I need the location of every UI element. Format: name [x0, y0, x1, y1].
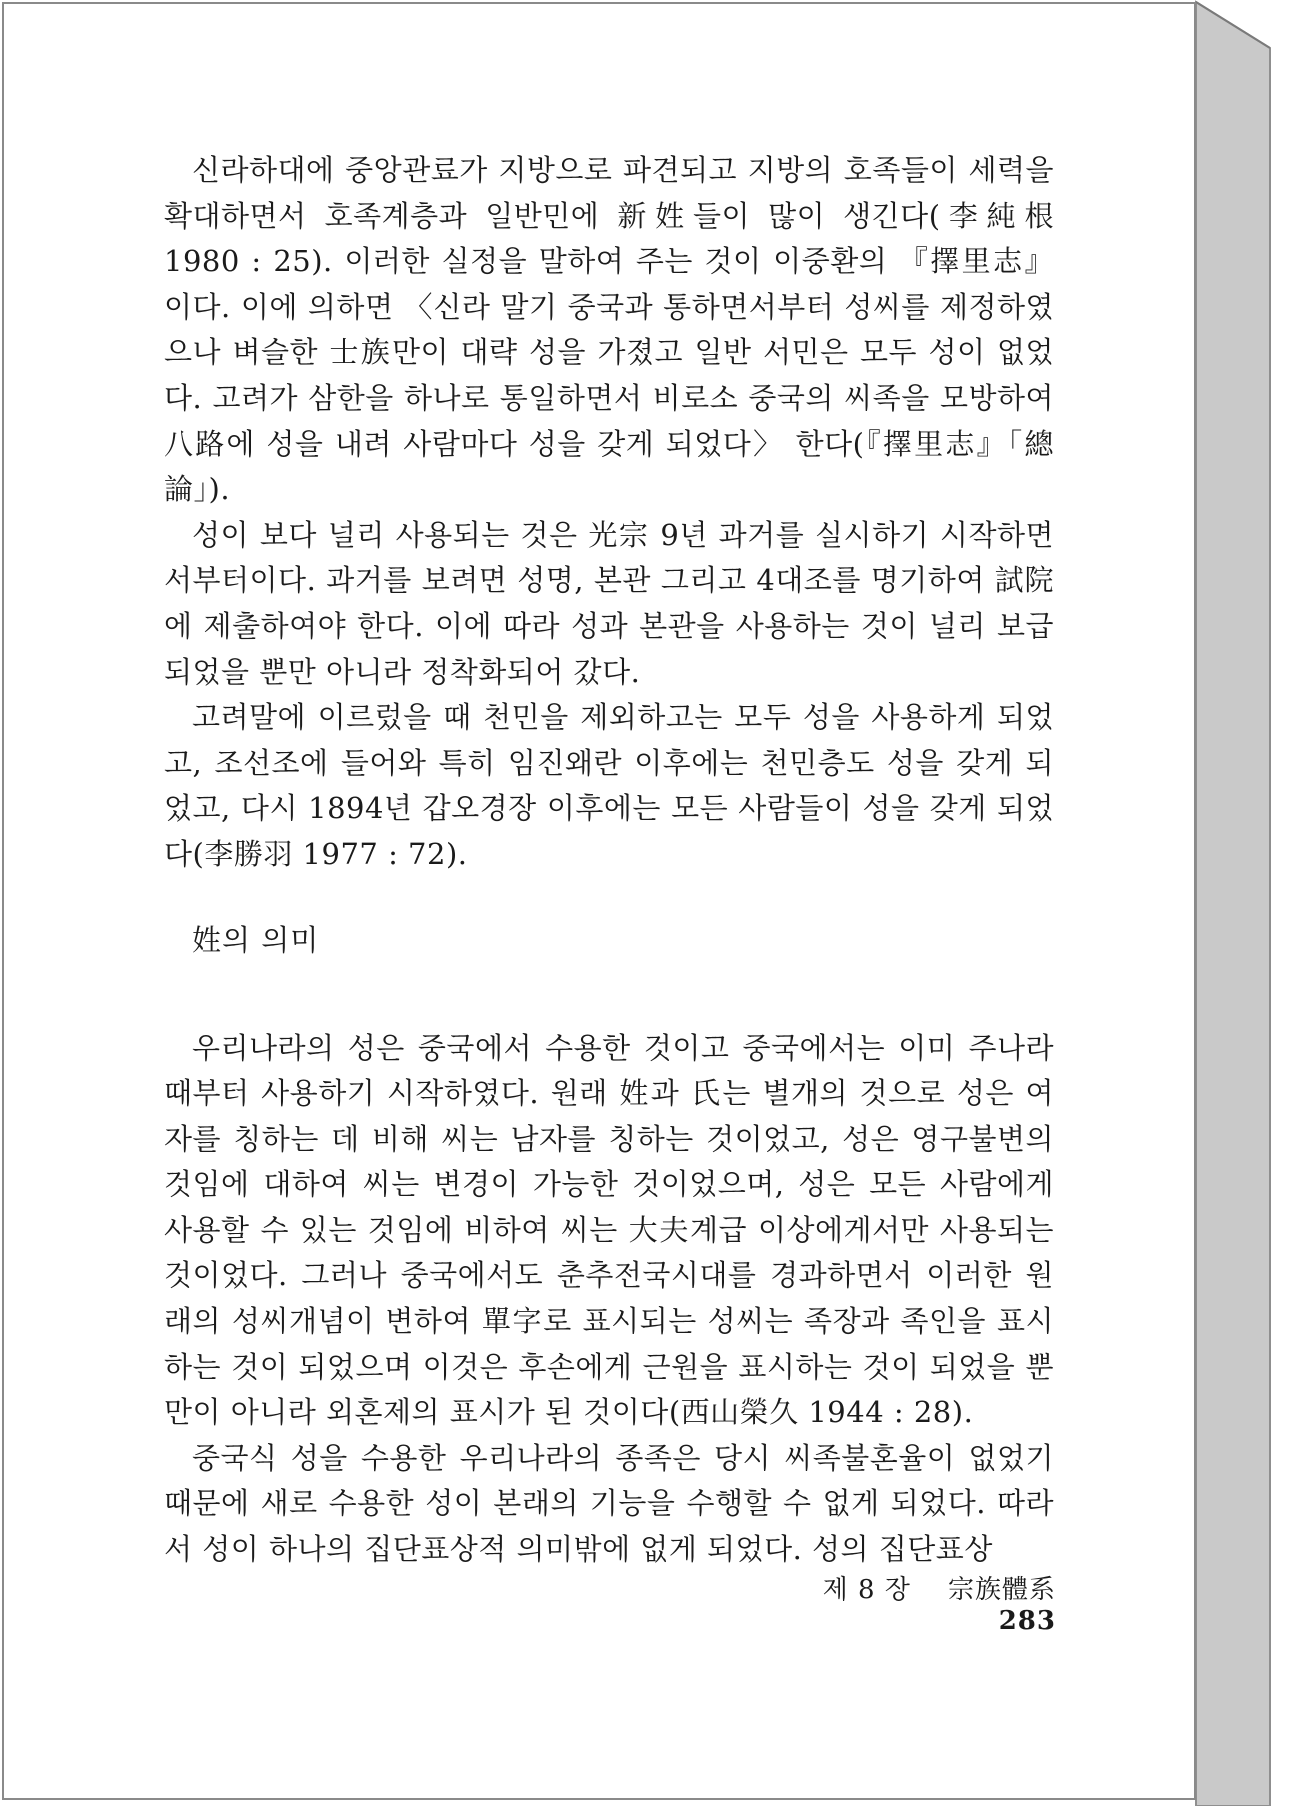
paragraph: 우리나라의 성은 중국에서 수용한 것이고 중국에서는 이미 주나라 때부터 사용하기 시작하였다. 원래 姓과 氏는 별개의 것으로 성은 여자를 칭하는 데 비해 씨는 남자를 칭하는 것이었고, 성은 영구불변의 것임에 대하여 씨는 변경이 가능한 것이었으며, 성은 모든 사람에게 사용할 수 있는 것임에 비하여 씨는 大夫계급 이상에게서만 사용되는 것이었다. 그러나 중국에서도 춘추전국시대를 경과하면서 이러한 원래의 성씨개념이 변하여 單字로 표시되는 성씨는 족장과 족인을 표시하는 것이 되었으며 이것은 후손에게 근원을 표시하는 것이 되었을 뿐만이 아니라 외혼제의 표시가 된 것이다(西山榮久 1944 : 28).	[164, 1030, 1054, 1430]
page-footer	[756, 1569, 1056, 1636]
paragraph: 고려말에 이르렀을 때 천민을 제외하고는 모두 성을 사용하게 되었고, 조선조에 들어와 특히 임진왜란 이후에는 천민층도 성을 갖게 되었고, 다시 1894년 갑오경장 이후에는 모든 사람들이 성을 갖게 되었다(李勝羽 1977 : 72).	[164, 700, 1054, 871]
section-heading: 姓의 의미	[192, 922, 320, 957]
page-body	[164, 148, 1054, 1573]
paragraph: 중국식 성을 수용한 우리나라의 종족은 당시 씨족불혼율이 없었기 때문에 새로 수용한 성이 본래의 기능을 수행할 수 없게 되었다. 따라서 성이 하나의 집단표상적 의미밖에 없게 되었다. 성의 집단표상	[164, 1440, 1054, 1567]
chapter-title: 宗族體系	[947, 1575, 1056, 1605]
section-gap	[164, 962, 1054, 1026]
chapter-label: 제 8 장	[822, 1575, 911, 1605]
paragraph: 신라하대에 중앙관료가 지방으로 파견되고 지방의 호족들이 세력을 확대하면서 호족계층과 일반민에 新姓들이 많이 생긴다(李純根 1980 : 25). 이러한 실정을 말하여 주는 것이 이중환의 『擇里志』이다. 이에 의하면 〈신라 말기 중국과 통하면서부터 성씨를 제정하였으나 벼슬한 士族만이 대략 성을 가졌고 일반 서민은 모두 성이 없었다. 고려가 삼한을 하나로 통일하면서 비로소 중국의 씨족을 모방하여 八路에 성을 내려 사람마다 성을 갖게 되었다〉 한다(『擇里志』「總論」).	[164, 153, 1054, 507]
paragraph: 성이 보다 널리 사용되는 것은 光宗 9년 과거를 실시하기 시작하면서부터이다. 과거를 보려면 성명, 본관 그리고 4대조를 명기하여 試院에 제출하여야 한다. 이에 따라 성과 본관을 사용하는 것이 널리 보급되었을 뿐만 아니라 정착화되어 갔다.	[164, 517, 1054, 689]
book-page-edge	[1190, 0, 1302, 1806]
page-number: 283	[998, 1606, 1056, 1636]
